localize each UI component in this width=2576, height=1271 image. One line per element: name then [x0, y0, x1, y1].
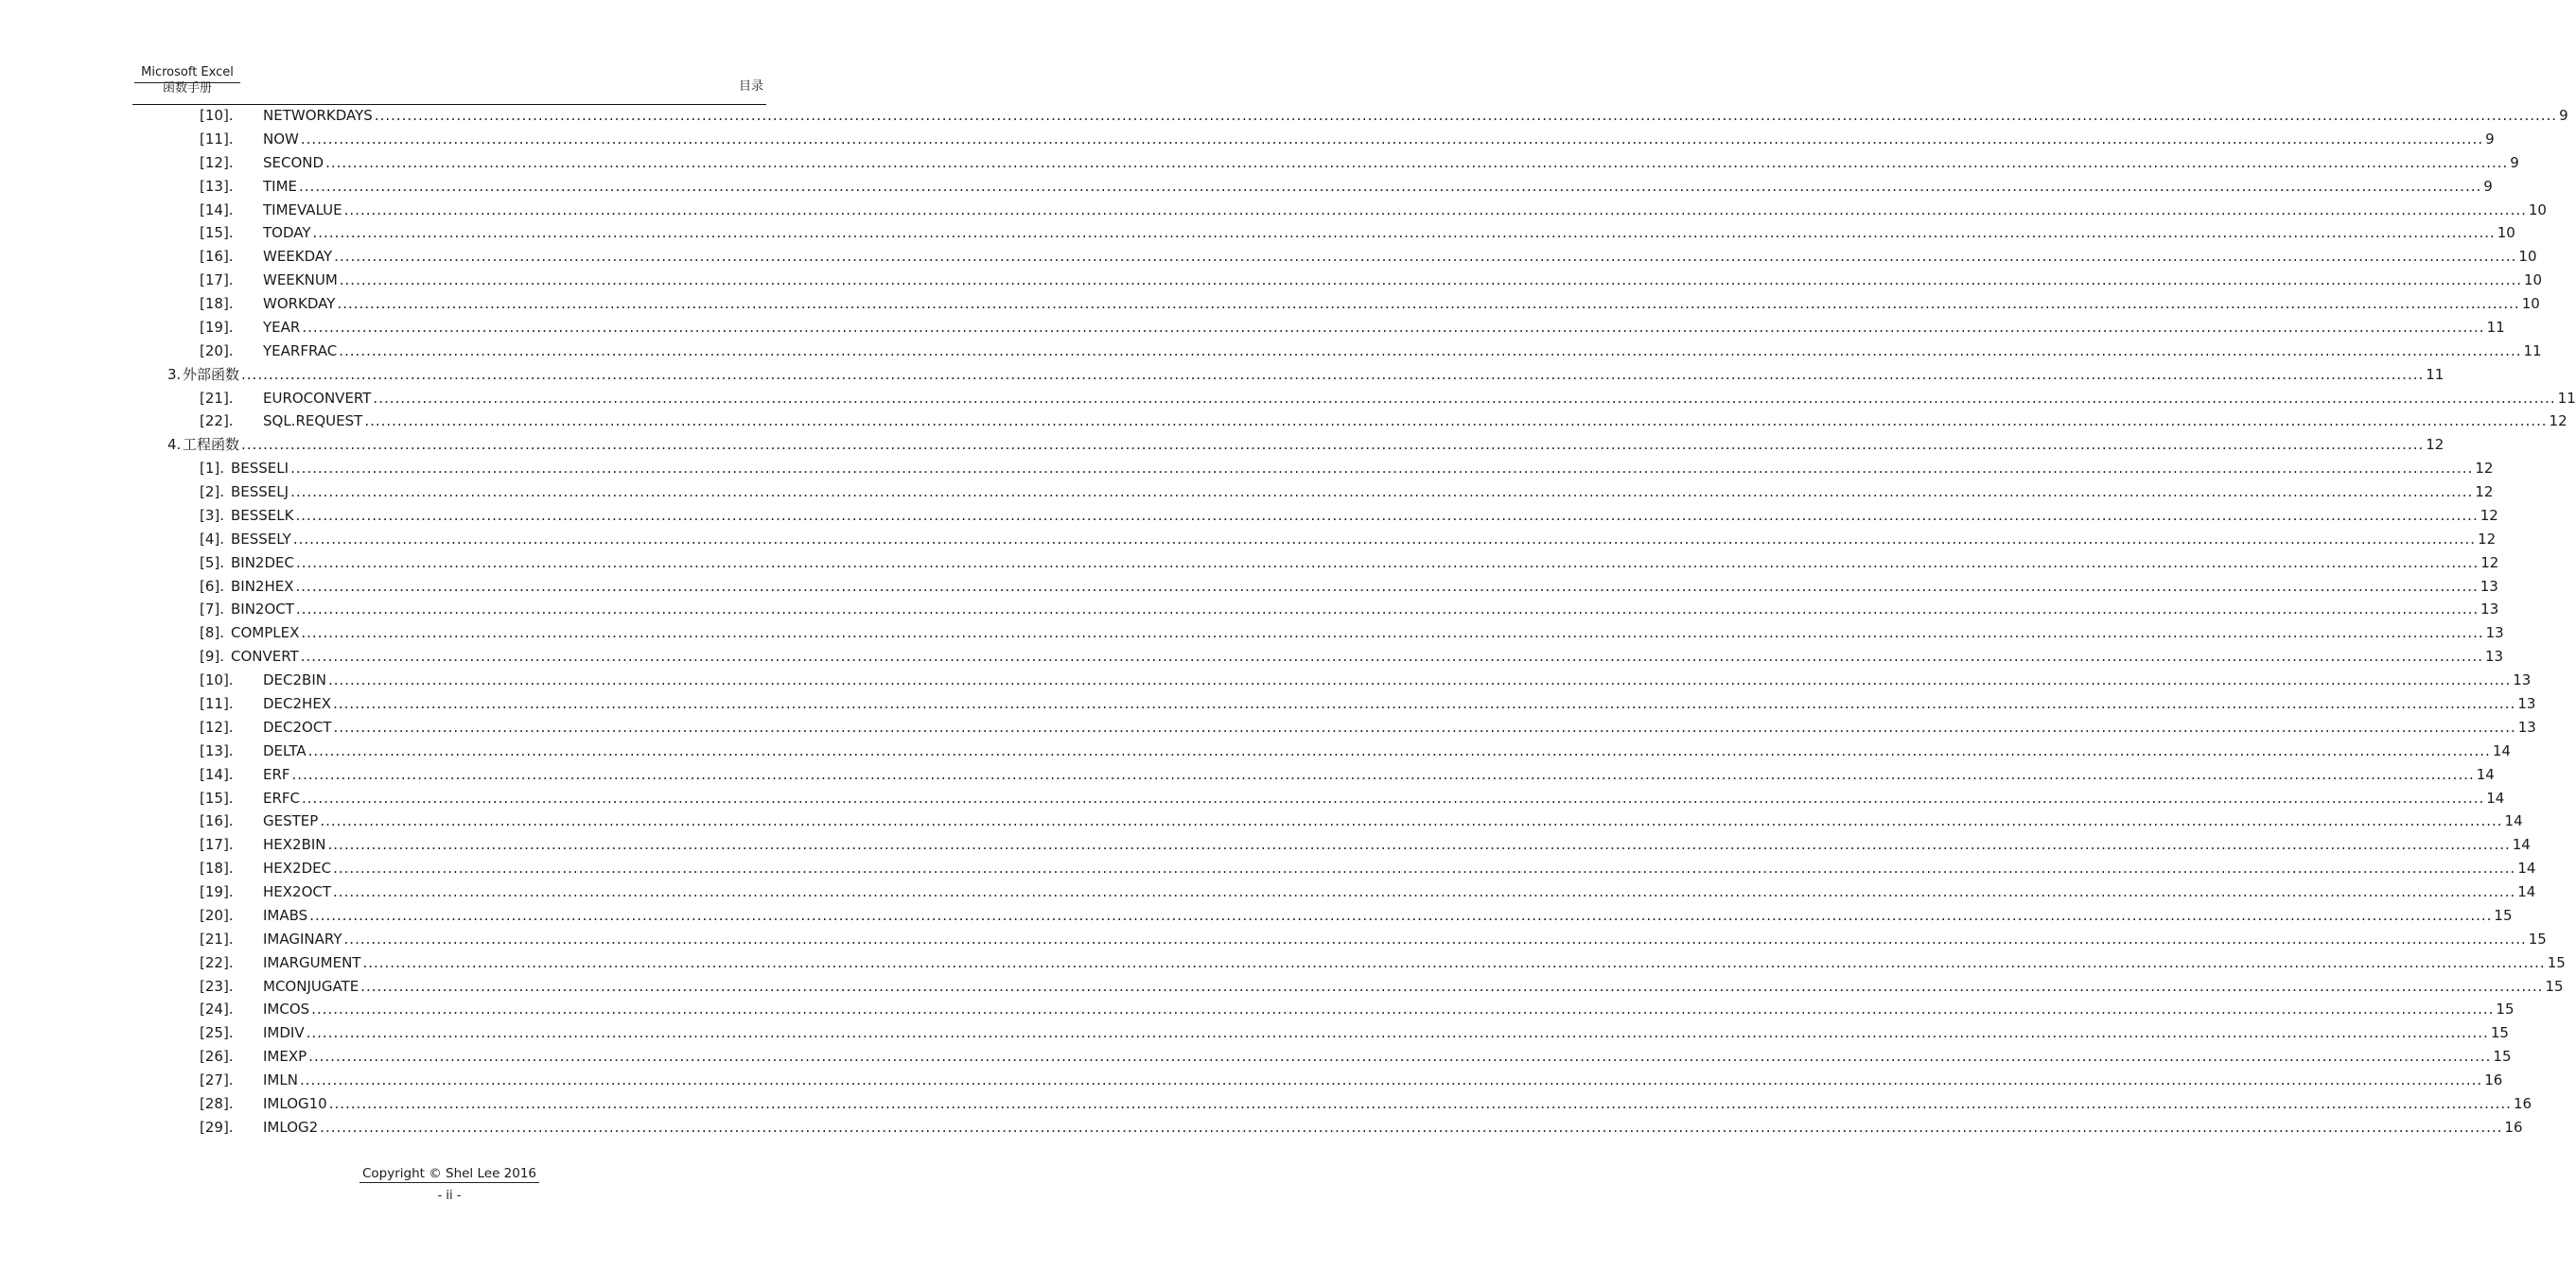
toc-entry-title: TIMEVALUE	[263, 201, 342, 218]
toc-entry-title: BESSELY	[231, 531, 291, 548]
toc-entry-number: [2].	[200, 483, 225, 500]
toc-dot-leader: ................................................................................................................................................................................................................................................................................................................................................................................................................	[307, 742, 2491, 759]
toc-entry-number: [10].	[200, 671, 234, 688]
toc-dot-leader: ................................................................................................................................................................................................................................................................................................................................................................................................................	[343, 201, 2527, 218]
toc-entry[interactable]	[200, 694, 2536, 713]
toc-entry-title: IMLN	[263, 1071, 298, 1088]
toc-entry[interactable]	[200, 389, 2576, 408]
toc-entry-page: 14	[2512, 836, 2531, 853]
toc-dot-leader: ................................................................................................................................................................................................................................................................................................................................................................................................................	[327, 671, 2512, 688]
toc-dot-leader: ................................................................................................................................................................................................................................................................................................................................................................................................................	[320, 1119, 2503, 1136]
toc-entry-title: NETWORKDAYS	[263, 107, 373, 124]
toc-dot-leader: ................................................................................................................................................................................................................................................................................................................................................................................................................	[300, 648, 2483, 665]
toc-entry-page: 13	[2480, 578, 2498, 595]
toc-entry[interactable]	[200, 1047, 2512, 1066]
toc-dot-leader: ................................................................................................................................................................................................................................................................................................................................................................................................................	[328, 1095, 2512, 1112]
toc-entry-number: [24].	[200, 1001, 234, 1018]
toc-entry-title: 外部函数	[183, 366, 240, 383]
toc-entry[interactable]	[200, 930, 2547, 949]
toc-entry-page: 14	[2486, 790, 2505, 807]
toc-entry-title: HEX2BIN	[263, 836, 326, 853]
toc-entry[interactable]	[200, 223, 2515, 242]
toc-dot-leader: ................................................................................................................................................................................................................................................................................................................................................................................................................	[292, 531, 2477, 548]
toc-dot-leader: ................................................................................................................................................................................................................................................................................................................................................................................................................	[300, 131, 2484, 148]
toc-entry[interactable]	[200, 153, 2519, 172]
toc-entry-number: [17].	[200, 271, 234, 288]
toc-entry-page: 16	[2513, 1095, 2532, 1112]
toc-entry[interactable]	[200, 859, 2536, 878]
toc-dot-leader: ................................................................................................................................................................................................................................................................................................................................................................................................................	[312, 224, 2496, 241]
toc-dot-leader: ................................................................................................................................................................................................................................................................................................................................................................................................................	[302, 790, 2485, 807]
toc-entry-page: 13	[2480, 601, 2499, 618]
toc-entry-number: [17].	[200, 836, 234, 853]
toc-entry-page: 10	[2524, 271, 2543, 288]
toc-entry[interactable]	[200, 482, 2494, 501]
toc-entry-title: 工程函数	[183, 436, 240, 453]
toc-entry-number: [21].	[200, 390, 234, 407]
toc-entry-title: DEC2BIN	[263, 671, 326, 688]
toc-entry[interactable]	[200, 882, 2536, 901]
toc-dot-leader: ................................................................................................................................................................................................................................................................................................................................................................................................................	[308, 1048, 2492, 1065]
toc-dot-leader: ................................................................................................................................................................................................................................................................................................................................................................................................................	[374, 107, 2558, 124]
toc-entry-number: [9].	[200, 648, 225, 665]
toc-entry-page: 13	[2517, 695, 2536, 712]
toc-entry-page: 15	[2494, 907, 2513, 924]
toc-entry-number: [26].	[200, 1048, 234, 1065]
toc-entry-title: CONVERT	[231, 648, 299, 665]
toc-entry-title: IMDIV	[263, 1024, 305, 1041]
toc-entry-page: 15	[2493, 1048, 2512, 1065]
header-divider	[132, 104, 766, 105]
footer-page-number: - ii -	[437, 1189, 462, 1203]
toc-entry-title: NOW	[263, 131, 299, 148]
toc-entry-title: DEC2HEX	[263, 695, 332, 712]
toc-entry-title: HEX2DEC	[263, 860, 332, 877]
toc-entry-number: [19].	[200, 319, 234, 336]
toc-entry-number: [13].	[200, 742, 234, 759]
toc-dot-leader: ................................................................................................................................................................................................................................................................................................................................................................................................................	[299, 178, 2482, 195]
toc-dot-leader: ................................................................................................................................................................................................................................................................................................................................................................................................................	[334, 248, 2517, 265]
toc-entry-title: BESSELK	[231, 507, 294, 524]
toc-entry-title: HEX2OCT	[263, 883, 332, 900]
toc-dot-leader: ................................................................................................................................................................................................................................................................................................................................................................................................................	[302, 319, 2485, 336]
toc-entry[interactable]	[200, 247, 2537, 266]
toc-entry-number: [13].	[200, 178, 234, 195]
toc-entry[interactable]	[200, 1094, 2532, 1113]
toc-entry-number: [20].	[200, 907, 234, 924]
toc-entry[interactable]	[200, 906, 2513, 925]
toc-dot-leader: ................................................................................................................................................................................................................................................................................................................................................................................................................	[337, 295, 2520, 312]
toc-entry-title: IMEXP	[263, 1048, 307, 1065]
toc-entry-title: IMCOS	[263, 1001, 310, 1018]
toc-entry-number: [16].	[200, 812, 234, 829]
toc-entry[interactable]	[200, 977, 2564, 996]
toc-entry[interactable]	[200, 318, 2505, 337]
toc-entry-title: SQL.REQUEST	[263, 412, 363, 429]
toc-entry-number: [7].	[200, 601, 225, 618]
toc-entry-page: 12	[2480, 507, 2498, 524]
footer-copyright	[0, 1166, 899, 1181]
toc-dot-leader: ................................................................................................................................................................................................................................................................................................................................................................................................................	[291, 766, 2475, 783]
toc-entry-number: [28].	[200, 1095, 234, 1112]
toc-entry-number: [10].	[200, 107, 234, 124]
toc-entry-page: 16	[2504, 1119, 2523, 1136]
toc-entry-title: WORKDAY	[263, 295, 336, 312]
toc-entry-page: 15	[2545, 978, 2564, 995]
toc-entry-number: [27].	[200, 1071, 234, 1088]
toc-entry-page: 10	[2518, 248, 2537, 265]
toc-entry[interactable]	[200, 600, 2499, 618]
toc-entry-page: 15	[2528, 931, 2547, 948]
toc-entry-title: BIN2OCT	[231, 601, 294, 618]
toc-entry-number: [14].	[200, 766, 234, 783]
toc-entry-number: [23].	[200, 978, 234, 995]
toc-dot-leader: ................................................................................................................................................................................................................................................................................................................................................................................................................	[327, 836, 2511, 853]
toc-dot-leader: ................................................................................................................................................................................................................................................................................................................................................................................................................	[241, 366, 2425, 383]
toc-dot-leader: ................................................................................................................................................................................................................................................................................................................................................................................................................	[301, 624, 2484, 641]
toc-entry-page: 14	[2476, 766, 2495, 783]
toc-entry-page: 14	[2517, 883, 2536, 900]
toc-entry-page: 14	[2517, 860, 2536, 877]
toc-entry-page: 11	[2486, 319, 2505, 336]
toc-dot-leader: ................................................................................................................................................................................................................................................................................................................................................................................................................	[360, 978, 2544, 995]
toc-entry-page: 13	[2485, 624, 2504, 641]
toc-dot-leader: ................................................................................................................................................................................................................................................................................................................................................................................................................	[295, 554, 2480, 571]
toc-entry[interactable]	[200, 953, 2566, 972]
toc-entry-number: [22].	[200, 412, 234, 429]
toc-dot-leader: ................................................................................................................................................................................................................................................................................................................................................................................................................	[290, 483, 2474, 500]
toc-entry-title: BIN2HEX	[231, 578, 294, 595]
toc-entry-page: 15	[2490, 1024, 2509, 1041]
toc-dot-leader: ................................................................................................................................................................................................................................................................................................................................................................................................................	[299, 1071, 2483, 1088]
toc-entry[interactable]	[200, 1023, 2509, 1042]
toc-entry-title: SECOND	[263, 154, 324, 171]
toc-entry-page: 9	[2485, 131, 2495, 148]
toc-entry-number: [22].	[200, 954, 234, 971]
toc-entry-page: 12	[2478, 531, 2497, 548]
toc-entry-title: GESTEP	[263, 812, 319, 829]
toc-entry-number: [16].	[200, 248, 234, 265]
toc-entry[interactable]	[200, 835, 2531, 854]
toc-entry-page: 13	[2484, 648, 2504, 665]
toc-dot-leader: ................................................................................................................................................................................................................................................................................................................................................................................................................	[295, 578, 2479, 595]
toc-entry-number: [15].	[200, 224, 234, 241]
toc-entry-number: [6].	[200, 578, 225, 595]
toc-entry-title: TIME	[263, 178, 298, 195]
toc-entry-number: 3.	[167, 366, 182, 383]
toc-entry-page: 9	[2510, 154, 2519, 171]
toc-entry-page: 16	[2484, 1071, 2503, 1088]
toc-entry-title: ERF	[263, 766, 290, 783]
toc-entry[interactable]	[200, 811, 2523, 830]
toc-entry-number: [11].	[200, 131, 234, 148]
toc-dot-leader: ................................................................................................................................................................................................................................................................................................................................................................................................................	[320, 812, 2503, 829]
toc-entry-number: [3].	[200, 507, 225, 524]
toc-entry[interactable]	[200, 553, 2499, 572]
toc-entry-number: [8].	[200, 624, 225, 641]
toc-dot-leader: ................................................................................................................................................................................................................................................................................................................................................................................................................	[333, 860, 2516, 877]
toc-dot-leader: ................................................................................................................................................................................................................................................................................................................................................................................................................	[373, 390, 2556, 407]
toc-entry-number: [14].	[200, 201, 234, 218]
header-section-label: 目录	[738, 79, 763, 94]
toc-entry[interactable]	[200, 130, 2495, 148]
toc-dot-leader: ................................................................................................................................................................................................................................................................................................................................................................................................................	[333, 695, 2516, 712]
header-title-line1: Microsoft Excel	[141, 65, 234, 79]
header-book-title	[134, 65, 240, 96]
toc-entry-page: 9	[2483, 178, 2493, 195]
toc-dot-leader: ................................................................................................................................................................................................................................................................................................................................................................................................................	[362, 954, 2546, 971]
toc-entry[interactable]	[200, 765, 2495, 784]
toc-entry-title: ERFC	[263, 790, 301, 807]
toc-dot-leader: ................................................................................................................................................................................................................................................................................................................................................................................................................	[306, 1024, 2489, 1041]
toc-entry-page: 14	[2492, 742, 2511, 759]
toc-entry[interactable]	[200, 623, 2504, 642]
toc-entry[interactable]	[200, 341, 2542, 360]
toc-entry-page: 13	[2517, 719, 2536, 736]
toc-dot-leader: ................................................................................................................................................................................................................................................................................................................................................................................................................	[295, 601, 2480, 618]
toc-entry-number: 4.	[167, 436, 182, 453]
toc-entry[interactable]	[200, 1071, 2503, 1089]
toc-dot-leader: ................................................................................................................................................................................................................................................................................................................................................................................................................	[241, 436, 2425, 453]
toc-entry-page: 12	[2480, 554, 2499, 571]
toc-entry-title: YEAR	[263, 319, 301, 336]
toc-entry-page: 10	[2521, 295, 2540, 312]
toc-entry[interactable]	[200, 459, 2494, 478]
toc-entry-page: 10	[2497, 224, 2515, 241]
toc-entry-page: 13	[2513, 671, 2532, 688]
toc-entry-title: BIN2DEC	[231, 554, 294, 571]
toc-entry-number: [18].	[200, 295, 234, 312]
toc-entry-page: 11	[2557, 390, 2576, 407]
toc-entry-page: 12	[2426, 436, 2445, 453]
toc-entry-title: IMLOG10	[263, 1095, 327, 1112]
toc-dot-leader: ................................................................................................................................................................................................................................................................................................................................................................................................................	[364, 412, 2548, 429]
toc-entry[interactable]	[200, 294, 2540, 313]
toc-entry-title: COMPLEX	[231, 624, 300, 641]
toc-entry[interactable]	[200, 1000, 2515, 1019]
toc-entry-page: 15	[2547, 954, 2566, 971]
toc-dot-leader: ................................................................................................................................................................................................................................................................................................................................................................................................................	[343, 931, 2527, 948]
toc-entry[interactable]	[200, 200, 2547, 219]
toc-entry-page: 11	[2523, 342, 2542, 359]
toc-entry-title: YEARFRAC	[263, 342, 338, 359]
toc-entry-title: WEEKNUM	[263, 271, 338, 288]
toc-entry-page: 15	[2496, 1001, 2515, 1018]
toc-entry-title: WEEKDAY	[263, 248, 333, 265]
toc-entry-title: IMAGINARY	[263, 931, 342, 948]
toc-dot-leader: ................................................................................................................................................................................................................................................................................................................................................................................................................	[295, 507, 2479, 524]
toc-entry-title: TODAY	[263, 224, 311, 241]
toc-entry-page: 9	[2559, 107, 2568, 124]
toc-entry-page: 11	[2426, 366, 2445, 383]
toc-entry-number: [21].	[200, 931, 234, 948]
toc-entry-page: 14	[2504, 812, 2523, 829]
toc-entry-number: [12].	[200, 154, 234, 171]
toc-entry[interactable]	[200, 647, 2504, 666]
toc-entry-number: [18].	[200, 860, 234, 877]
toc-entry-number: [11].	[200, 695, 234, 712]
toc-entry[interactable]	[200, 530, 2497, 548]
toc-entry[interactable]	[200, 177, 2493, 196]
toc-entry[interactable]	[200, 1118, 2523, 1137]
toc-entry-title: BESSELI	[231, 460, 289, 477]
toc-entry-title: EUROCONVERT	[263, 390, 372, 407]
toc-entry[interactable]	[200, 411, 2567, 430]
toc-entry-title: BESSELJ	[231, 483, 289, 500]
copyright-text: Copyright © Shel Lee 2016	[359, 1166, 539, 1183]
toc-entry[interactable]	[200, 670, 2532, 689]
toc-dot-leader: ................................................................................................................................................................................................................................................................................................................................................................................................................	[309, 907, 2493, 924]
toc-entry-number: [12].	[200, 719, 234, 736]
header-title-underline	[134, 82, 240, 83]
toc-entry-title: DEC2OCT	[263, 719, 332, 736]
toc-dot-leader: ................................................................................................................................................................................................................................................................................................................................................................................................................	[325, 154, 2509, 171]
toc-entry-title: DELTA	[263, 742, 307, 759]
toc-entry[interactable]	[200, 270, 2543, 289]
toc-entry-number: [4].	[200, 531, 225, 548]
toc-dot-leader: ................................................................................................................................................................................................................................................................................................................................................................................................................	[339, 271, 2522, 288]
toc-entry-number: [20].	[200, 342, 234, 359]
header-title-line2: 函数手册	[162, 81, 212, 96]
toc-entry[interactable]	[200, 718, 2536, 737]
toc-entry-title: IMLOG2	[263, 1119, 319, 1136]
toc-entry-page: 12	[2549, 412, 2567, 429]
toc-dot-leader: ................................................................................................................................................................................................................................................................................................................................................................................................................	[311, 1001, 2495, 1018]
toc-entry-number: [25].	[200, 1024, 234, 1041]
toc-dot-leader: ................................................................................................................................................................................................................................................................................................................................................................................................................	[333, 719, 2516, 736]
toc-entry-number: [15].	[200, 790, 234, 807]
toc-entry-number: [1].	[200, 460, 225, 477]
toc-entry-number: [19].	[200, 883, 234, 900]
toc-entry-title: MCONJUGATE	[263, 978, 359, 995]
toc-dot-leader: ................................................................................................................................................................................................................................................................................................................................................................................................................	[333, 883, 2516, 900]
toc-entry[interactable]	[167, 435, 2445, 454]
toc-entry[interactable]	[167, 365, 2445, 384]
toc-entry[interactable]	[200, 741, 2511, 760]
toc-entry-number: [5].	[200, 554, 225, 571]
toc-entry[interactable]	[200, 506, 2498, 525]
toc-entry[interactable]	[200, 106, 2568, 125]
toc-dot-leader: ................................................................................................................................................................................................................................................................................................................................................................................................................	[339, 342, 2522, 359]
toc-dot-leader: ................................................................................................................................................................................................................................................................................................................................................................................................................	[290, 460, 2474, 477]
toc-entry-page: 12	[2475, 460, 2494, 477]
toc-entry-page: 10	[2528, 201, 2547, 218]
toc-entry[interactable]	[200, 789, 2505, 808]
toc-entry-title: IMARGUMENT	[263, 954, 361, 971]
toc-entry[interactable]	[200, 577, 2498, 596]
toc-entry-page: 12	[2475, 483, 2494, 500]
toc-entry-title: IMABS	[263, 907, 308, 924]
toc-entry-number: [29].	[200, 1119, 234, 1136]
